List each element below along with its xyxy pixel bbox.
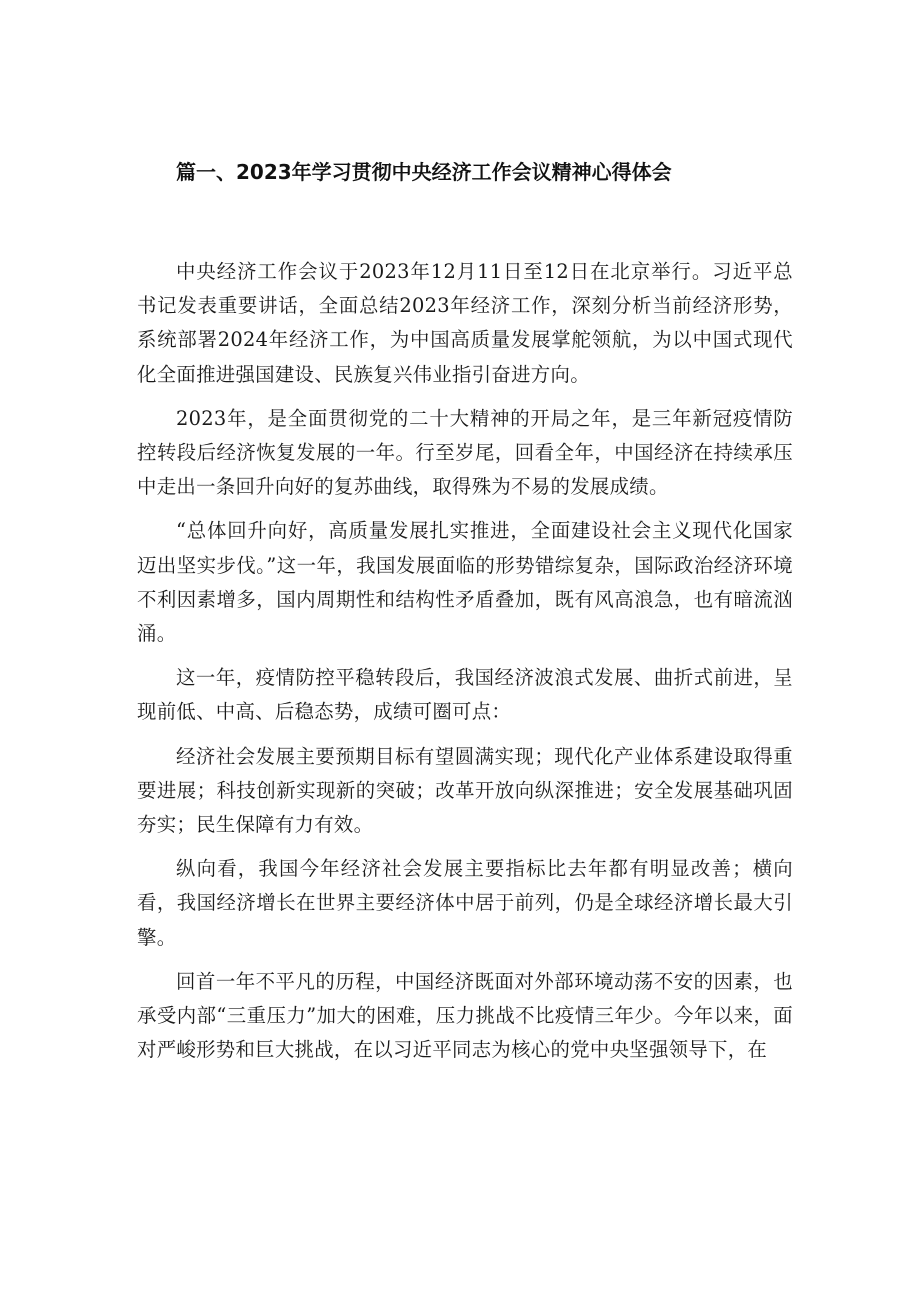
- paragraph-1: 中央经济工作会议于2023年12月11日至12日在北京举行。习近平总书记发表重要讲话，全面总结2023年经济工作，深刻分析当前经济形势，系统部署2024年经济工作，为中国高质量发展掌舵领航，为以中国式现代化全面推进强国建设、民族复兴伟业指引奋进方向。: [137, 260, 793, 386]
- paragraph-3: “总体回升向好，高质量发展扎实推进，全面建设社会主义现代化国家迈出坚实步伐。”这一年，我国发展面临的形势错综复杂，国际政治经济环境不利因素增多，国内周期性和结构性矛盾叠加，既有风高浪急，也有暗流汹涌。: [137, 519, 793, 646]
- paragraph-5: 经济社会发展主要预期目标有望圆满实现；现代化产业体系建设取得重要进展；科技创新实现新的突破；改革开放向纵深推进；安全发展基础巩固夯实；民生保障有力有效。: [137, 744, 793, 837]
- paragraph-2: 2023年，是全面贯彻党的二十大精神的开局之年，是三年新冠疫情防控转段后经济恢复发展的一年。行至岁尾，回看全年，中国经济在持续承压中走出一条回升向好的复苏曲线，取得殊为不易的发展成绩。: [137, 406, 793, 499]
- paragraph-6: 纵向看，我国今年经济社会发展主要指标比去年都有明显改善；横向看，我国经济增长在世界主要经济体中居于前列，仍是全球经济增长最大引擎。: [137, 857, 793, 949]
- paragraph-4: 这一年，疫情防控平稳转段后，我国经济波浪式发展、曲折式前进，呈现前低、中高、后稳态势，成绩可圈可点：: [137, 666, 793, 724]
- paragraph-7: 回首一年不平凡的历程，中国经济既面对外部环境动荡不安的因素，也承受内部“三重压力”加大的困难，压力挑战不比疫情三年少。今年以来，面对严峻形势和巨大挑战，在以习近平同志为核心的党中央坚强领导下，在: [137, 969, 793, 1062]
- document-title: 篇一、2023年学习贯彻中央经济工作会议精神心得体会: [176, 160, 672, 184]
- document-body: [137, 255, 793, 1077]
